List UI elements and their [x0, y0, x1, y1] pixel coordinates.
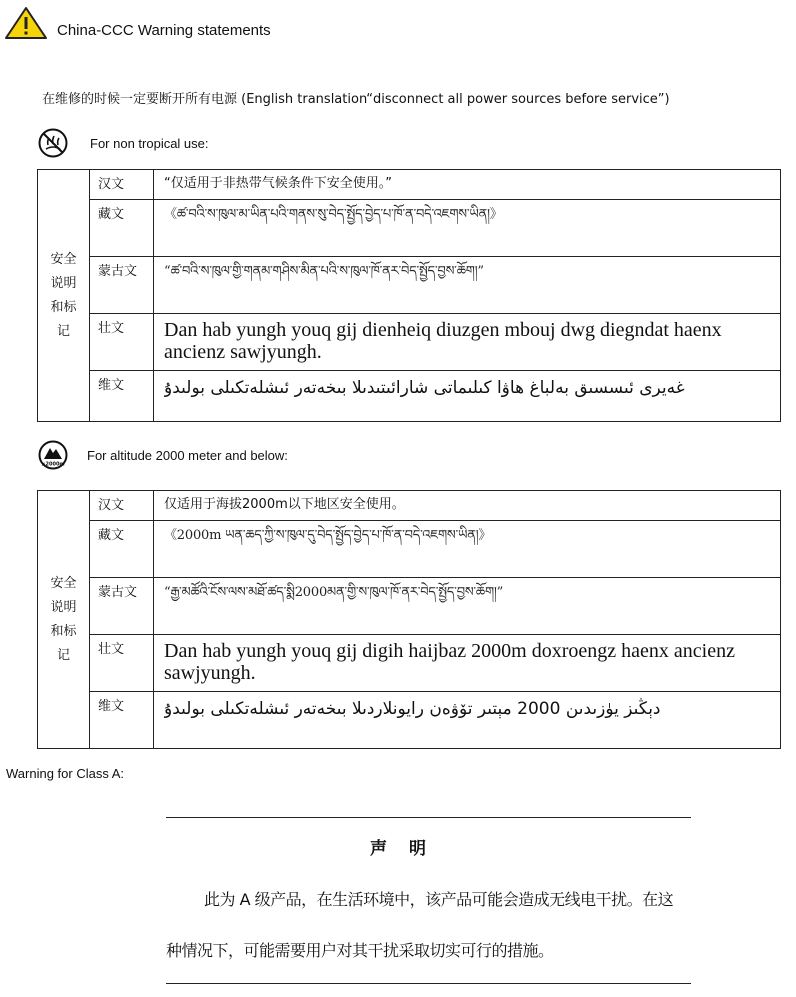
altitude-icon	[38, 440, 68, 470]
non-tropical-label: For non tropical use:	[90, 136, 209, 151]
mongolian-text: “རྒྱ་མཚོའི་ངོས་ལས་མཐོ་ཚད་སྨི2000མན་གྱི་ས་ཁུལ་ཁོ་ནར་བེད་སྤྱོད་བྱས་ཆོག།”	[154, 578, 781, 635]
svg-text:≤2000m: ≤2000m	[41, 461, 65, 468]
tibetan-text: 《ཚ་བའི་ས་ཁུལ་མ་ཡིན་པའི་གནས་སུ་བེད་སྤྱོད་བྱེད་པ་ཁོ་ན་བདེ་འཇགས་ཡིན།》	[154, 200, 781, 257]
uyghur-text: غەيرى ئىسسىق بەلباغ ھاۋا كىلىماتى شارائىتىدىلا بىخەتەر ئىشلەتكىلى بولىدۇ	[154, 371, 781, 422]
non-tropical-table	[37, 169, 781, 422]
table-row	[38, 578, 781, 635]
page-title: China-CCC Warning statements	[57, 22, 271, 39]
language-label: 藏文	[90, 521, 154, 578]
table-row	[38, 170, 781, 200]
divider	[166, 817, 691, 818]
altitude-table	[37, 490, 781, 749]
table-row	[38, 200, 781, 257]
table-row	[38, 314, 781, 371]
language-label: 藏文	[90, 200, 154, 257]
category-cell: 安全说明和标记	[38, 491, 90, 749]
altitude-label: For altitude 2000 meter and below:	[87, 448, 288, 463]
divider	[166, 983, 691, 984]
uyghur-text: دېڭىز يۈزىدىن 2000 مېتىر تۆۋەن رايونلاردىلا بىخەتەر ئىشلەتكىلى بولىدۇ	[154, 692, 781, 749]
mongolian-text: “ཚ་བའི་ས་ཁུལ་གྱི་གནམ་གཤིས་མིན་པའི་ས་ཁུལ་ཁོ་ནར་བེད་སྤྱོད་བྱས་ཆོག།”	[154, 257, 781, 314]
statement-line: 此为 A 级产品，在生活环境中，该产品可能会造成无线电干扰。在这	[204, 890, 674, 909]
statement-line: 种情况下，可能需要用户对其干扰采取切实可行的措施。	[166, 941, 554, 960]
class-a-heading: Warning for Class A:	[6, 766, 125, 781]
table-row	[38, 521, 781, 578]
tibetan-text: 《2000m ཡན་ཆད་ཀྱི་ས་ཁུལ་དུ་བེད་སྤྱོད་བྱེད་པ་ཁོ་ན་བདེ་འཇགས་ཡིན།》	[154, 521, 781, 578]
zhuang-text: Dan hab yungh youq gij dienheiq diuzgen mbouj dwg diegndat haenx ancienz sawjyungh.	[154, 314, 781, 371]
chinese-text: “仅适用于非热带气候条件下安全使用。”	[154, 170, 781, 200]
language-label: 壮文	[90, 635, 154, 692]
language-label: 汉文	[90, 170, 154, 200]
language-label: 壮文	[90, 314, 154, 371]
table-row	[38, 692, 781, 749]
language-label: 蒙古文	[90, 257, 154, 314]
language-label: 维文	[90, 371, 154, 422]
chinese-text: 仅适用于海拔2000m以下地区安全使用。	[154, 491, 781, 521]
statement-title: 声明	[370, 839, 448, 859]
category-cell: 安全说明和标记	[38, 170, 90, 422]
non-tropical-icon	[38, 128, 68, 158]
language-label: 汉文	[90, 491, 154, 521]
table-row	[38, 371, 781, 422]
zhuang-text: Dan hab yungh youq gij digih haijbaz 2000m doxroengz haenx ancienz sawjyungh.	[154, 635, 781, 692]
table-row	[38, 635, 781, 692]
table-row	[38, 257, 781, 314]
disconnect-power-statement: 在维修的时候一定要断开所有电源 (English translation“disconnect all power sources before service”)	[42, 92, 670, 107]
warning-triangle-icon	[4, 6, 48, 40]
language-label: 维文	[90, 692, 154, 749]
table-row	[38, 491, 781, 521]
language-label: 蒙古文	[90, 578, 154, 635]
